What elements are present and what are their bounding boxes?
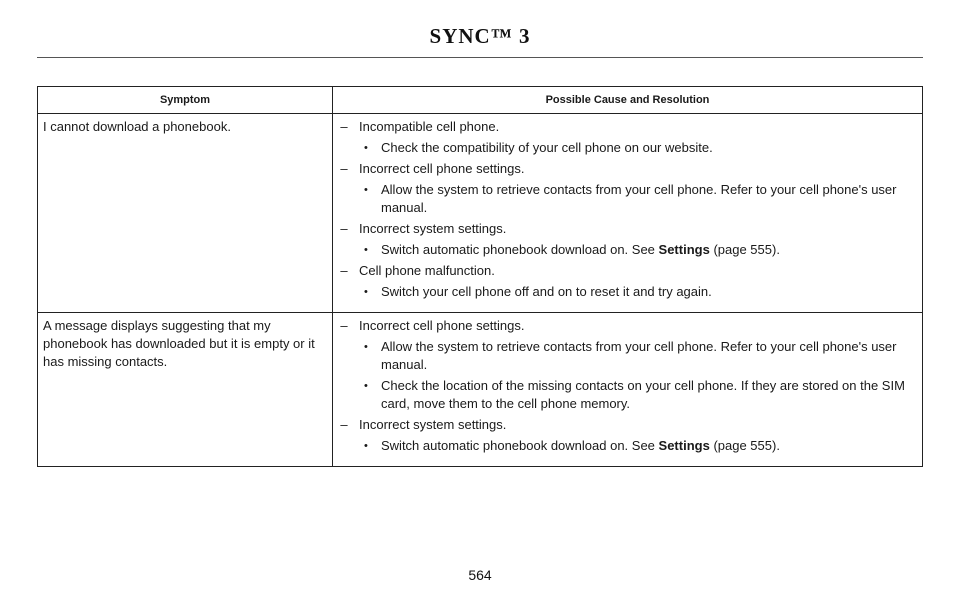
action-text: Check the location of the missing contacts on your cell phone. If they are stored on the SIM card, move them to the cell phone memory.	[381, 378, 905, 411]
page-number: 564	[468, 567, 492, 583]
cause-item	[337, 160, 922, 178]
symptom-cell: A message displays suggesting that my phonebook has downloaded but it is empty or it has missing contacts.	[38, 313, 333, 467]
bullet-marker: •	[364, 286, 368, 298]
settings-link[interactable]: Settings	[658, 438, 710, 453]
cause-item	[337, 416, 922, 434]
bullet-marker: •	[364, 380, 368, 392]
page-reference: (page 555).	[709, 438, 780, 453]
column-header-resolution: Possible Cause and Resolution	[333, 87, 923, 114]
action-text: Check the compatibility of your cell phone on our website.	[381, 140, 713, 155]
cause-text: Incorrect cell phone settings.	[359, 161, 525, 176]
action-item	[337, 139, 922, 157]
dash-marker: –	[340, 161, 348, 176]
column-header-symptom: Symptom	[38, 87, 333, 114]
bullet-marker: •	[364, 341, 368, 353]
troubleshooting-table	[37, 86, 923, 467]
settings-link[interactable]: Settings	[658, 242, 710, 257]
cause-text: Incorrect system settings.	[359, 221, 507, 236]
cause-text: Incorrect cell phone settings.	[359, 318, 525, 333]
cause-item	[337, 220, 922, 238]
cause-item	[337, 118, 922, 136]
action-text: Switch automatic phonebook download on. See	[381, 438, 659, 453]
action-item	[337, 181, 922, 217]
page-reference: (page 555).	[709, 242, 780, 257]
cause-item	[337, 262, 922, 280]
cause-text: Incompatible cell phone.	[359, 119, 500, 134]
action-item	[337, 283, 922, 301]
page-title: SYNC™ 3	[429, 24, 531, 48]
dash-marker: –	[340, 119, 348, 134]
action-text: Allow the system to retrieve contacts from your cell phone. Refer to your cell phone's user manual.	[381, 339, 897, 372]
action-text: Allow the system to retrieve contacts from your cell phone. Refer to your cell phone's user manual.	[381, 182, 897, 215]
action-item	[337, 377, 922, 413]
bullet-marker: •	[364, 440, 368, 452]
table-row	[38, 313, 923, 467]
dash-marker: –	[340, 318, 348, 333]
cause-text: Cell phone malfunction.	[359, 263, 495, 278]
action-text: Switch your cell phone off and on to reset it and try again.	[381, 284, 712, 299]
bullet-marker: •	[364, 184, 368, 196]
symptom-cell: I cannot download a phonebook.	[38, 114, 333, 313]
dash-marker: –	[340, 263, 348, 278]
bullet-marker: •	[364, 142, 368, 154]
action-item	[337, 241, 922, 259]
header-divider	[37, 57, 923, 58]
cause-item	[337, 317, 922, 335]
action-text: Switch automatic phonebook download on. See	[381, 242, 659, 257]
table-header-row	[38, 87, 923, 114]
dash-marker: –	[340, 221, 348, 236]
bullet-marker: •	[364, 244, 368, 256]
action-item	[337, 437, 922, 455]
resolution-cell	[333, 114, 923, 313]
table-row	[38, 114, 923, 313]
action-item	[337, 338, 922, 374]
cause-text: Incorrect system settings.	[359, 417, 507, 432]
resolution-cell	[333, 313, 923, 467]
dash-marker: –	[340, 417, 348, 432]
